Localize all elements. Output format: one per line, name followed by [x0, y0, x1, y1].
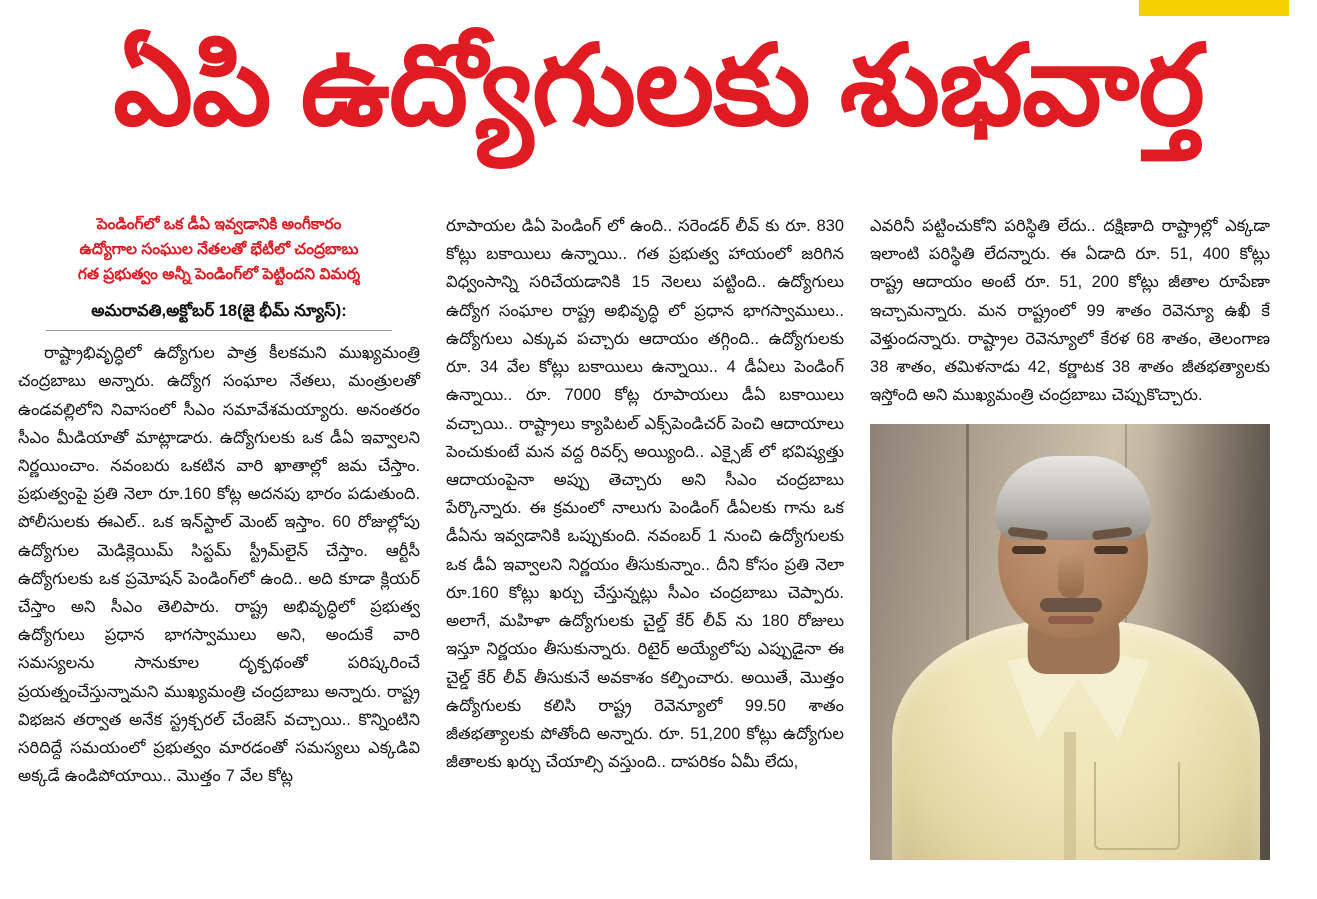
- column-1: [18, 212, 420, 791]
- photo-nose: [1058, 554, 1084, 598]
- kicker-line-1: పెండింగ్‌లో ఒక డీఏ ఇవ్వడానికి అంగీకారం: [96, 216, 342, 233]
- paragraph: రాష్ట్రాభివృద్ధిలో ఉద్యోగుల పాత్ర కీలకమని ముఖ్యమంత్రి చంద్రబాబు అన్నారు. ఉద్యోగ సంఘాల నేతలు, మంత్రులతో ఉండవల్లిలోని నివాసంలో సీఎం సమావేశమయ్యారు. అనంతరం సీఎం మీడియాతో మాట్లాడారు. ఉద్యోగులకు ఒక డీఏ ఇవ్వాలని నిర్ణయించాం. నవంబరు ఒకటిన వారి ఖాతాల్లో జమ చేస్తాం. ప్రభుత్వంపై ప్రతి నెలా రూ.160 కోట్ల అదనపు భారం పడుతుంది. పోలీసులకు ఈఎల్.. ఒక ఇన్‌స్టాల్ మెంట్ ఇస్తాం. 60 రోజుల్లోపు ఉద్యోగుల మెడిక్లెయిమ్ సిస్టమ్ స్ట్రీమ్‌లైన్ చేస్తాం. ఆర్టీసీ ఉద్యోగులకు ఒక ప్రమోషన్ పెండింగ్‌లో ఉంది.. అది కూడా క్లియర్ చేస్తాం అని సీఎం తెలిపారు. రాష్ట్ర అభివృద్ధిలో ప్రభుత్వ ఉద్యోగులు ప్రధాన భాగస్వాములు అని, అందుకే వారి సమస్యలను సానుకూల దృక్పథంతో పరిష్కరించే ప్రయత్నంచేస్తున్నామని ముఖ్యమంత్రి చంద్రబాబు అన్నారు. రాష్ట్ర విభజన తర్వాత అనేక స్ట్రక్చరల్ చేంజెస్ వచ్చాయి.. కొన్నింటిని సరిదిద్దే సమయంలో ప్రభుత్వం మారడంతో సమస్యలు ఎక్కడివి అక్కడే ఉండిపోయాయి.. మొత్తం 7 వేల కోట్ల: [18, 344, 420, 786]
- photo-eye-right: [1094, 546, 1128, 554]
- photo-mustache: [1040, 598, 1102, 612]
- photo-illustration: [870, 424, 1270, 860]
- photo-shirt-pocket: [1094, 762, 1180, 850]
- column-3: [870, 212, 1270, 860]
- kicker-line-3: గత ప్రభుత్వం అన్నీ పెండింగ్‌లో పెట్టిందని విమర్శ: [77, 266, 361, 284]
- kicker-line-2: ఉద్యోగాల సంఘుల నేతలతో భేటీలో చంద్రబాబు: [79, 241, 359, 259]
- page-headline: ఏపి ఉద్యోగులకు శుభవార్త: [113, 23, 1204, 148]
- column-2: [446, 212, 844, 776]
- dateline-rule: [46, 330, 392, 331]
- paragraph: ఎవరినీ పట్టించుకోని పరిస్థితి లేదు.. దక్షిణాది రాష్ట్రాల్లో ఎక్కడా ఇలాంటి పరిస్థితి లేదన్నారు. ఈ ఏడాది రూ. 51, 400 కోట్లు రాష్ట్ర ఆదాయం అంటే రూ. 51, 200 కోట్లు జీతాల రూపేణా ఇచ్చామన్నారు. మన రాష్ట్రంలో 99 శాతం రెవెన్యూ ఉఖీ కే వెళ్తుందన్నారు. రాష్ట్రాల రెవెన్యూలో కేరళ 68 శాతం, తెలంగాణ 38 శాతం, తమిళనాడు 42, కర్ణాటక 38 శాతం జీతభత్యాలకు ఇస్తోంది అని ముఖ్యమంత్రి చంద్రబాబు చెప్పుకొచ్చారు.: [870, 217, 1270, 405]
- article-body: [18, 212, 1299, 892]
- chandrababu-naidu-photo: [870, 424, 1270, 860]
- photo-lips: [1048, 616, 1094, 624]
- paragraph: రూపాయల డిఏ పెండింగ్ లో ఉంది.. సరెండర్ లీవ్ కు రూ. 830 కోట్లు బకాయిలు ఉన్నాయి.. గత ప్రభుత్వ హాయంలో జరిగిన విధ్వంసాన్ని సరిచేయడానికి 15 నెలలు పట్టింది.. ఉద్యోగులు ఉద్యోగ సంఘాల రాష్ట్ర అభివృద్ధి లో ప్రధాన భాగస్వాములు.. ఉద్యోగులు ఎక్కువ పచ్చారు ఆదాయం తగ్గింది.. ఉద్యోగులకు రూ. 34 వేల కోట్లు బకాయిలు ఉన్నాయి.. 4 డీఏలు పెండింగ్ ఉన్నాయి.. రూ. 7000 కోట్ల రూపాయలు డీఏ బకాయిలు వచ్చాయి.. రాష్ట్రాలు క్యాపిటల్ ఎక్స్‌పెండిచర్ పెంచి ఆదాయాలు పెంచుకుంటే మన వద్ద రివర్స్ అయ్యింది.. ఎక్సైజ్ లో భవిష్యత్తు ఆదాయంపైనా అప్పు తెచ్చారు అని సీఎం చంద్రబాబు పేర్కొన్నారు. ఈ క్రమంలో నాలుగు పెండింగ్ డీఏలకు గాను ఒక డీఏను ఇవ్వడానికి ఒప్పుకుంది. నవంబర్ 1 నుంచి ఉద్యోగులకు ఒక డీఏ ఇవ్వాలని నిర్ణయం తీసుకున్నాం.. దీని కోసం ప్రతి నెలా రూ.160 కోట్లు ఖర్చు చేస్తున్నట్లు సీఎం చంద్రబాబు చెప్పారు. అలాగే, మహిళా ఉద్యోగులకు చైల్డ్ కేర్ లీవ్ ను 180 రోజులు ఇస్తూ నిర్ణయం తీసుకున్నారు. రిటైర్ అయ్యేలోపు ఎప్పుడైనా ఈ చైల్డ్ కేర్ లీవ్ తీసుకునే అవకాశం కల్పించారు. అయితే, మొత్తం ఉద్యోగులకు కలిసి రాష్ట్ర రెవెన్యూలో 99.50 శాతం జీతభత్యాలకు పోతోంది అన్నారు. రూ. 51,200 కోట్లు ఉద్యోగుల జీతాలకు ఖర్చు చేయాల్సి వస్తుంది.. దాపరికం ఏమీ లేదు,: [446, 217, 844, 772]
- dateline: అమరావతి,అక్టోబర్ 18(జై భీమ్ న్యూస్):: [91, 302, 347, 321]
- photo-shirt-placket: [1064, 732, 1076, 860]
- photo-eye-left: [1012, 546, 1046, 554]
- kicker-block: [18, 212, 420, 287]
